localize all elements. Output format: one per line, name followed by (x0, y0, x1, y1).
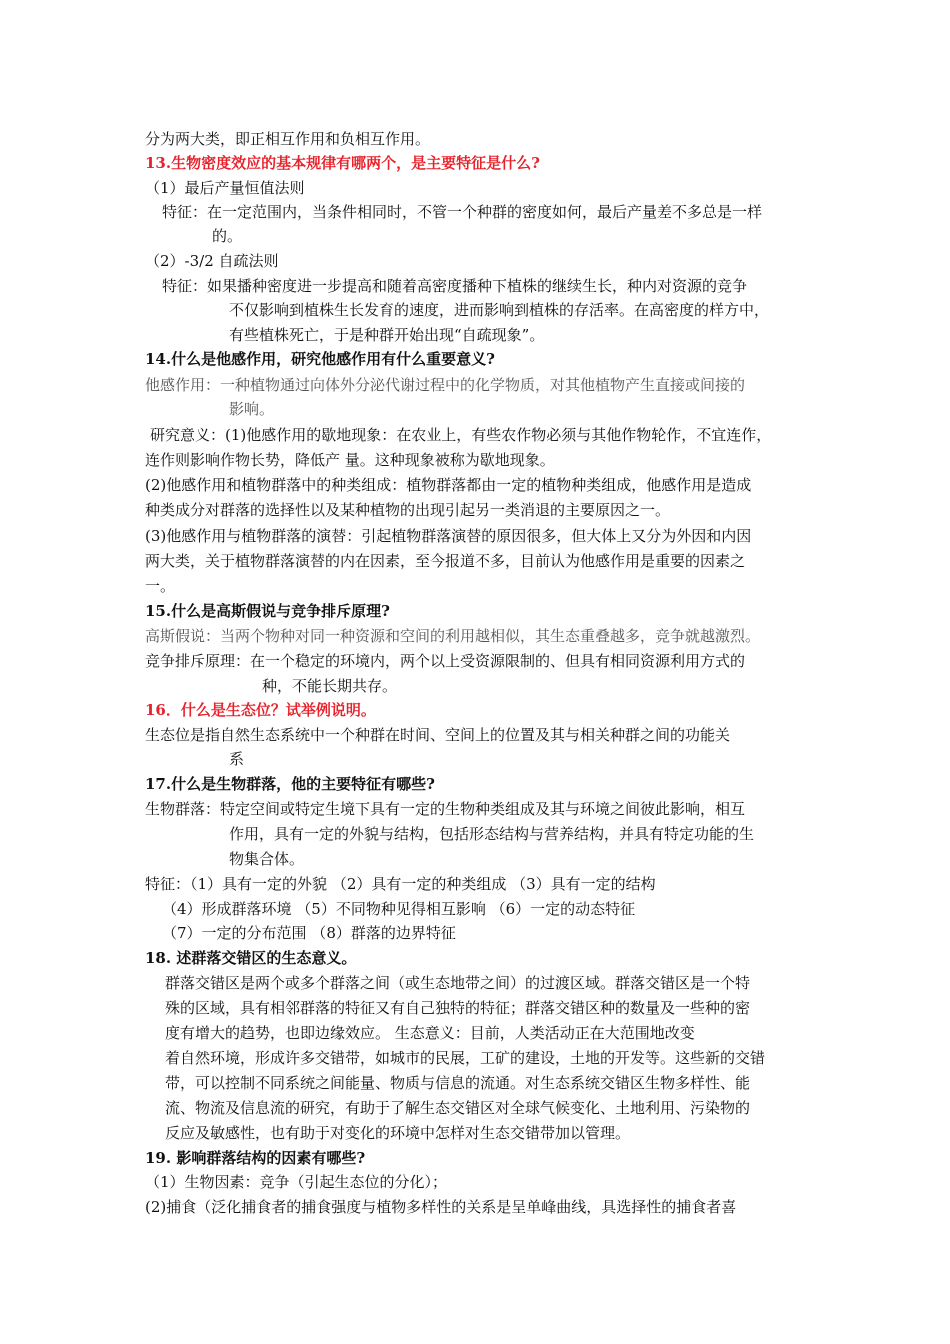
text-line: 殊的区域，具有相邻群落的特征又有自己独特的特征；群落交错区种的数量及一些种的密 (165, 999, 751, 1017)
question-heading-16: 16．什么是生态位？试举例说明。 (145, 701, 376, 719)
text-line: 研究意义：(1)他感作用的歇地现象：在农业上，有些农作物必须与其他作物轮作，不宜连作， (150, 426, 772, 444)
text-line: 种类成分对群落的选择性以及某种植物的出现引起另一类消退的主要原因之一。 (145, 501, 671, 519)
question-heading-18: 18. 述群落交错区的生态意义。 (145, 949, 357, 967)
text-line: 特征：（1）具有一定的外貌 （2）具有一定的种类组成 （3）具有一定的结构 (145, 875, 656, 893)
question-heading-15: 15.什么是高斯假说与竞争排斥原理? (145, 602, 390, 620)
text-line: 物集合体。 (229, 850, 305, 868)
question-heading-14: 14.什么是他感作用，研究他感作用有什么重要意义? (145, 350, 495, 368)
text-line: 带，可以控制不同系统之间能量、物质与信息的流通。对生态系统交错区生物多样性、能 (165, 1074, 751, 1092)
question-heading-13: 13.生物密度效应的基本规律有哪两个，是主要特征是什么? (145, 154, 540, 172)
question-heading-19: 19. 影响群落结构的因素有哪些? (145, 1149, 366, 1167)
text-line: 流、物流及信息流的研究，有助于了解生态交错区对全球气候变化、土地利用、污染物的 (165, 1099, 751, 1117)
text-line: 一。 (145, 577, 176, 595)
text-line: 着自然环境，形成许多交错带，如城市的民展，工矿的建设，土地的开发等。这些新的交错 (165, 1049, 766, 1067)
text-line: 两大类，关于植物群落演替的内在因素，至今报道不多，目前认为他感作用是重要的因素之 (145, 552, 746, 570)
text-line: （4）形成群落环境 （5）不同物种见得相互影响 （6）一定的动态特征 (162, 900, 636, 918)
text-line: 他感作用：一种植物通过向体外分泌代谢过程中的化学物质，对其他植物产生直接或间接的 (145, 376, 746, 394)
text-line: 系 (229, 750, 245, 768)
text-line: 连作则影响作物长势，降低产 量。这种现象被称为歇地现象。 (145, 451, 555, 469)
text-line: 分为两大类，即正相互作用和负相互作用。 (145, 130, 431, 148)
text-line: 特征：在一定范围内，当条件相同时，不管一个种群的密度如何，最后产量差不多总是一样 (162, 203, 763, 221)
text-line: 不仅影响到植株生长发育的速度，进而影响到植株的存活率。在高密度的样方中， (229, 301, 770, 319)
text-line: （7）一定的分布范围 （8）群落的边界特征 (162, 924, 456, 942)
text-line: (2)捕食（泛化捕食者的捕食强度与植物多样性的关系是呈单峰曲线，具选择性的捕食者喜 (145, 1198, 737, 1216)
question-heading-17: 17.什么是生物群落，他的主要特征有哪些? (145, 775, 435, 793)
text-line: 作用，具有一定的外貌与结构，包括形态结构与营养结构，并具有特定功能的生 (229, 825, 755, 843)
text-line: 高斯假说：当两个物种对同一种资源和空间的利用越相似，其生态重叠越多，竞争就越激烈。 (145, 627, 761, 645)
text-line: （1）生物因素：竞争（引起生态位的分化）； (145, 1173, 448, 1191)
text-line: （2）-3/2 自疏法则 (145, 252, 279, 270)
text-line: 生物群落：特定空间或特定生境下具有一定的生物种类组成及其与环境之间彼此影响，相互 (145, 800, 746, 818)
text-line: 有些植株死亡，于是种群开始出现“自疏现象”。 (229, 326, 545, 344)
text-line: 影响。 (229, 400, 275, 418)
text-line: 群落交错区是两个或多个群落之间（或生态地带之间）的过渡区域。群落交错区是一个特 (165, 974, 751, 992)
text-line: （1）最后产量恒值法则 (145, 179, 305, 197)
text-line: 生态位是指自然生态系统中一个种群在时间、空间上的位置及其与相关种群之间的功能关 (145, 726, 731, 744)
text-line: 种，不能长期共存。 (262, 677, 398, 695)
text-line: 的。 (212, 227, 243, 245)
text-line: 度有增大的趋势，也即边缘效应。 生态意义：目前，人类活动正在大范围地改变 (165, 1024, 695, 1042)
text-line: (2)他感作用和植物群落中的种类组成：植物群落都由一定的植物种类组成，他感作用是造成 (145, 476, 752, 494)
text-line: 竞争排斥原理：在一个稳定的环境内，两个以上受资源限制的、但具有相同资源利用方式的 (145, 652, 746, 670)
text-line: 特征：如果播种密度进一步提高和随着高密度播种下植株的继续生长，种内对资源的竞争 (162, 277, 748, 295)
text-line: (3)他感作用与植物群落的演替：引起植物群落演替的原因很多，但大体上又分为外因和内因 (145, 527, 752, 545)
text-line: 反应及敏感性，也有助于对变化的环境中怎样对生态交错带加以管理。 (165, 1124, 631, 1142)
